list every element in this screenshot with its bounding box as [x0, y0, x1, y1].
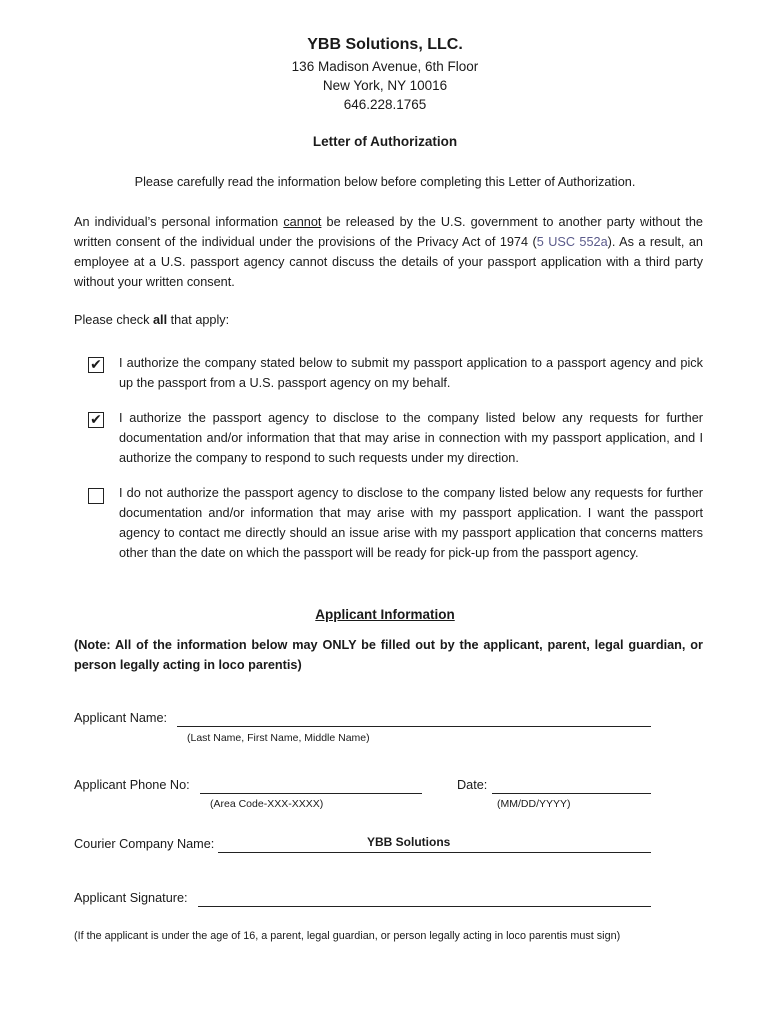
- applicant-phone-hint: (Area Code-XXX-XXXX): [210, 798, 324, 810]
- date-label: Date:: [457, 778, 488, 792]
- applicant-info-heading: Applicant Information: [315, 607, 455, 622]
- privacy-text-1: An individual’s personal information: [74, 215, 284, 229]
- privacy-text-2: be released by the U.S. government to another party without the written consent of the individual under the provisions of the Privacy Act of 1974 (: [74, 215, 703, 249]
- check-prompt-after: that apply:: [167, 313, 230, 327]
- applicant-note: (Note: All of the information below may ONLY be filled out by the applicant, parent, legal guardian, or person legally acting in loco parentis): [74, 638, 703, 672]
- option-2-checkbox[interactable]: ✔: [88, 412, 104, 428]
- date-field[interactable]: [492, 793, 651, 794]
- applicant-signature-field[interactable]: [198, 906, 651, 907]
- privacy-paragraph: [74, 212, 703, 292]
- cannot-emphasis: cannot: [283, 215, 322, 229]
- address-line-1: 136 Madison Avenue, 6th Floor: [291, 59, 479, 74]
- intro-text: Please carefully read the information below before completing this Letter of Authorization.: [134, 175, 636, 189]
- applicant-name-hint: (Last Name, First Name, Middle Name): [187, 732, 370, 744]
- applicant-name-label: Applicant Name:: [74, 711, 168, 725]
- courier-company-value: YBB Solutions: [367, 835, 451, 849]
- applicant-phone-field[interactable]: [200, 793, 422, 794]
- check-prompt-all: all: [153, 313, 168, 327]
- option-3-checkbox[interactable]: [88, 488, 104, 504]
- courier-company-field[interactable]: [218, 852, 651, 853]
- check-prompt: [74, 313, 229, 327]
- option-3-text: I do not authorize the passport agency to disclose to the company listed below any requests for further documentation and/or information that may arise with my passport application. I want the passport agency to contact me directly should an issue arise with my passport application that concerns matters other than the date on which the passport will be ready for pick-up from the passport agency.: [119, 486, 703, 560]
- date-hint: (MM/DD/YYYY): [497, 798, 571, 810]
- applicant-phone-label: Applicant Phone No:: [74, 778, 190, 792]
- applicant-name-field[interactable]: [177, 726, 651, 727]
- check-prompt-before: Please check: [74, 313, 153, 327]
- address-line-2: New York, NY 10016: [322, 78, 448, 93]
- company-phone: 646.228.1765: [343, 97, 427, 112]
- signature-note: (If the applicant is under the age of 16, a parent, legal guardian, or person legally acting in loco parentis must sign): [74, 930, 621, 942]
- applicant-signature-label: Applicant Signature:: [74, 891, 188, 905]
- option-1-text: I authorize the company stated below to submit my passport application to a passport agency and pick up the passport from a U.S. passport agency on my behalf.: [119, 356, 703, 390]
- option-2-text: I authorize the passport agency to disclose to the company listed below any requests for further documentation and/or information that that may arise in connection with my passport application, and I authorize the company to respond to such requests under my direction.: [119, 411, 703, 465]
- company-name: YBB Solutions, LLC.: [307, 36, 463, 53]
- document-title: Letter of Authorization: [312, 134, 458, 149]
- usc-link[interactable]: 5 USC 552a: [536, 235, 608, 249]
- option-1-checkbox[interactable]: ✔: [88, 357, 104, 373]
- courier-company-label: Courier Company Name:: [74, 837, 215, 851]
- privacy-text-3: ). As a result, an employee at a U.S. passport agency cannot discuss the details of your passport application with a third party without your written consent.: [74, 235, 703, 289]
